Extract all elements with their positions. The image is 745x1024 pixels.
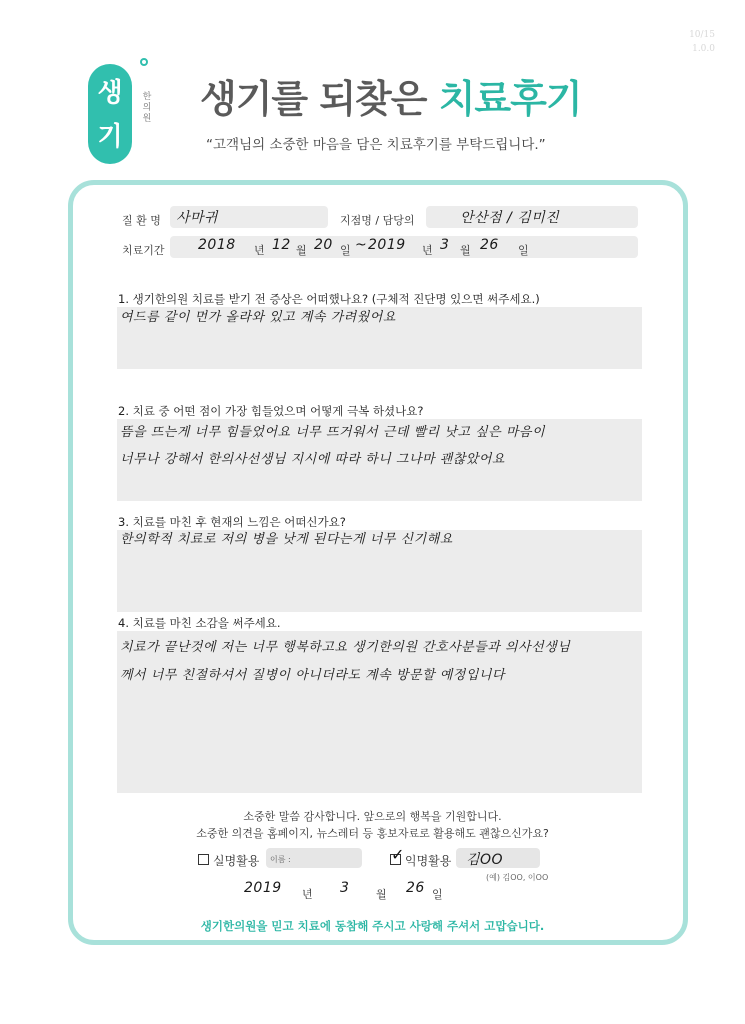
answer-1-line-1: 여드름 같이 먼가 올라와 있고 계속 가려웠어요 (120, 310, 396, 325)
logo-char-2: 기 (97, 122, 123, 152)
name-label: 이름 : (270, 855, 291, 864)
period-tilde: ~ (355, 237, 368, 253)
answer-4-line-1: 치료가 끝난것에 저는 너무 행복하고요 생기한의원 간호사분들과 의사선생님 (120, 640, 571, 655)
question-2: 2. 치료 중 어떤 점이 가장 힘들었으며 어떻게 극복 하셨나요? (118, 404, 424, 418)
sign-month-unit: 월 (376, 888, 387, 901)
sign-year-unit: 년 (302, 888, 313, 901)
anonymous-value: 김OO (466, 852, 504, 868)
clinic-logo (88, 64, 132, 164)
logo-subtext: 한의원 (142, 92, 152, 124)
disease-label: 질 환 명 (122, 214, 161, 227)
end-month: 3 (440, 237, 450, 253)
branch-label: 지점명 / 담당의 (340, 214, 415, 227)
start-year-unit: 년 (254, 244, 265, 257)
start-year: 2018 (198, 237, 236, 253)
start-month: 12 (272, 237, 291, 253)
sign-day: 26 (406, 880, 425, 896)
end-day-unit: 일 (518, 244, 529, 257)
answer-4-line-2: 께서 너무 친절하셔서 질병이 아니더라도 계속 방문할 예정입니다 (120, 668, 505, 683)
footer-message: 생기한의원을 믿고 치료에 동참해 주시고 사랑해 주셔서 고맙습니다. (200, 919, 545, 933)
answer-4-field[interactable] (117, 631, 642, 793)
anonymous-example: (예) 김OO, 이OO (486, 873, 549, 882)
page-subtitle: “고객님의 소중한 마음을 담은 치료후기를 부탁드립니다.” (206, 137, 546, 153)
sign-year: 2019 (244, 880, 282, 896)
answer-2-line-2: 너무나 강해서 한의사선생님 지시에 따라 하니 그나마 괜찮았어요 (120, 452, 505, 467)
received-stamp: 10/15 1.0.0 (689, 30, 715, 54)
anonymous-label: 익명활용 (405, 854, 452, 868)
answer-2-line-1: 뜸을 뜨는게 너무 힘들었어요 너무 뜨거워서 근데 빨리 낫고 싶은 마음이 (120, 425, 546, 440)
sign-month: 3 (340, 880, 350, 896)
thanks-line-1: 소중한 말씀 감사합니다. 앞으로의 행복을 기원합니다. (243, 810, 502, 823)
real-name-label: 실명활용 (213, 854, 260, 868)
end-year: 2019 (368, 237, 406, 253)
logo-dot-icon (140, 58, 148, 66)
title-part-1: 생기를 되찾은 (200, 77, 439, 121)
sign-day-unit: 일 (432, 888, 443, 901)
question-4: 4. 치료를 마친 소감을 써주세요. (118, 616, 281, 630)
page-title (200, 68, 582, 123)
end-day: 26 (480, 237, 499, 253)
question-3: 3. 치료를 마친 후 현재의 느낌은 어떠신가요? (118, 515, 346, 529)
thanks-line-2: 소중한 의견을 홈페이지, 뉴스레터 등 홍보자료로 활용해도 괜찮으신가요? (196, 827, 549, 840)
start-month-unit: 월 (296, 244, 307, 257)
answer-3-line-1: 한의학적 치료로 저의 병을 낫게 된다는게 너무 신기해요 (120, 532, 453, 547)
start-day: 20 (314, 237, 333, 253)
branch-value: 안산점 / 김미진 (460, 210, 560, 226)
end-year-unit: 년 (422, 244, 433, 257)
check-icon: ✓ (391, 845, 405, 864)
title-part-2: 치료후기 (438, 77, 582, 121)
end-month-unit: 월 (460, 244, 471, 257)
disease-value: 사마귀 (176, 210, 219, 226)
period-label: 치료기간 (122, 244, 165, 257)
question-1: 1. 생기한의원 치료를 받기 전 증상은 어떠했나요? (구체적 진단명 있으면 써주세요.) (118, 292, 540, 306)
real-name-checkbox[interactable] (198, 854, 209, 865)
start-day-unit: 일 (340, 244, 351, 257)
logo-char-1: 생 (97, 78, 123, 108)
